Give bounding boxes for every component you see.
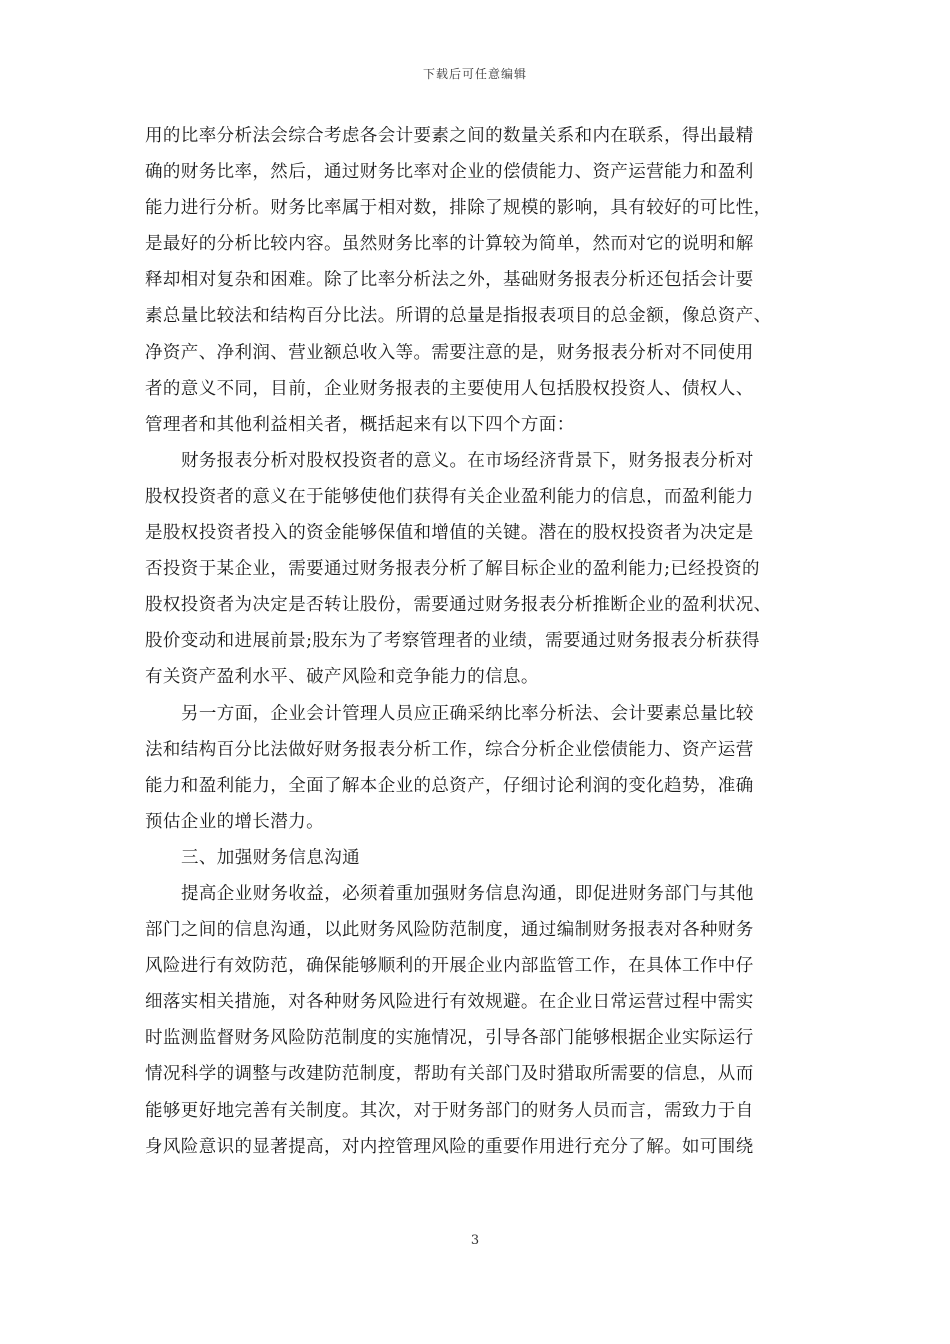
text-line: 另一方面，企业会计管理人员应正确采纳比率分析法、会计要素总量比较: [181, 703, 754, 724]
text-line: 法和结构百分比法做好财务报表分析工作，综合分析企业偿债能力、资产运营: [145, 739, 754, 760]
text-line: 能够更好地完善有关制度。其次，对于财务部门的财务人员而言，需致力于自: [145, 1100, 754, 1121]
text-line: 身风险意识的显著提高，对内控管理风险的重要作用进行充分了解。如可围绕: [145, 1136, 754, 1157]
text-line: 否投资于某企业，需要通过财务报表分析了解目标企业的盈利能力;已经投资的: [145, 559, 760, 580]
text-line: 风险进行有效防范，确保能够顺利的开展企业内部监管工作，在具体工作中仔: [145, 956, 754, 977]
text-line: 股权投资者的意义在于能够使他们获得有关企业盈利能力的信息，而盈利能力: [145, 486, 754, 507]
text-line: 有关资产盈利水平、破产风险和竞争能力的信息。: [145, 667, 539, 688]
text-line: 预估企业的增长潜力。: [145, 811, 324, 832]
paragraph-4: [145, 876, 809, 1165]
text-line: 财务报表分析对股权投资者的意义。在市场经济背景下，财务报表分析对: [181, 450, 754, 471]
text-line: 素总量比较法和结构百分比法。所谓的总量是指报表项目的总金额，像总资产、: [145, 306, 772, 327]
paragraph-3: [145, 696, 809, 840]
section-heading-text: 三、加强财务信息沟通: [181, 847, 360, 868]
text-line: 情况科学的调整与改建防范制度，帮助有关部门及时猎取所需要的信息，从而: [145, 1064, 754, 1085]
text-line: 管理者和其他利益相关者，概括起来有以下四个方面：: [145, 414, 575, 435]
section-heading: [145, 840, 809, 876]
page-header: 下载后可任意编辑: [422, 67, 527, 81]
text-line: 是股权投资者投入的资金能够保值和增值的关键。潜在的股权投资者为决定是: [145, 523, 754, 544]
text-line: 者的意义不同，目前，企业财务报表的主要使用人包括股权投资人、债权人、: [145, 378, 754, 399]
text-line: 股权投资者为决定是否转让股份，需要通过财务报表分析推断企业的盈利状况、: [145, 595, 772, 616]
text-line: 时监测监督财务风险防范制度的实施情况，引导各部门能够根据企业实际运行: [145, 1028, 754, 1049]
page-number: 3: [470, 1233, 480, 1248]
document-body: [145, 118, 809, 1165]
paragraph-1: [145, 118, 809, 443]
text-line: 提高企业财务收益，必须着重加强财务信息沟通，即促进财务部门与其他: [181, 883, 754, 904]
text-line: 释却相对复杂和困难。除了比率分析法之外，基础财务报表分析还包括会计要: [145, 270, 754, 291]
text-line: 细落实相关措施，对各种财务风险进行有效规避。在企业日常运营过程中需实: [145, 992, 754, 1013]
paragraph-2: [145, 443, 809, 696]
text-line: 确的财务比率，然后，通过财务比率对企业的偿债能力、资产运营能力和盈利: [145, 162, 754, 183]
text-line: 净资产、净利润、营业额总收入等。需要注意的是，财务报表分析对不同使用: [145, 342, 754, 363]
text-line: 能力进行分析。财务比率属于相对数，排除了规模的影响，具有较好的可比性，: [145, 198, 772, 219]
text-line: 股价变动和进展前景;股东为了考察管理者的业绩，需要通过财务报表分析获得: [145, 631, 760, 652]
text-line: 部门之间的信息沟通，以此财务风险防范制度，通过编制财务报表对各种财务: [145, 920, 754, 941]
text-line: 用的比率分析法会综合考虑各会计要素之间的数量关系和内在联系，得出最精: [145, 126, 754, 146]
text-line: 是最好的分析比较内容。虽然财务比率的计算较为简单，然而对它的说明和解: [145, 234, 754, 255]
text-line: 能力和盈利能力，全面了解本企业的总资产，仔细讨论利润的变化趋势，准确: [145, 775, 754, 796]
